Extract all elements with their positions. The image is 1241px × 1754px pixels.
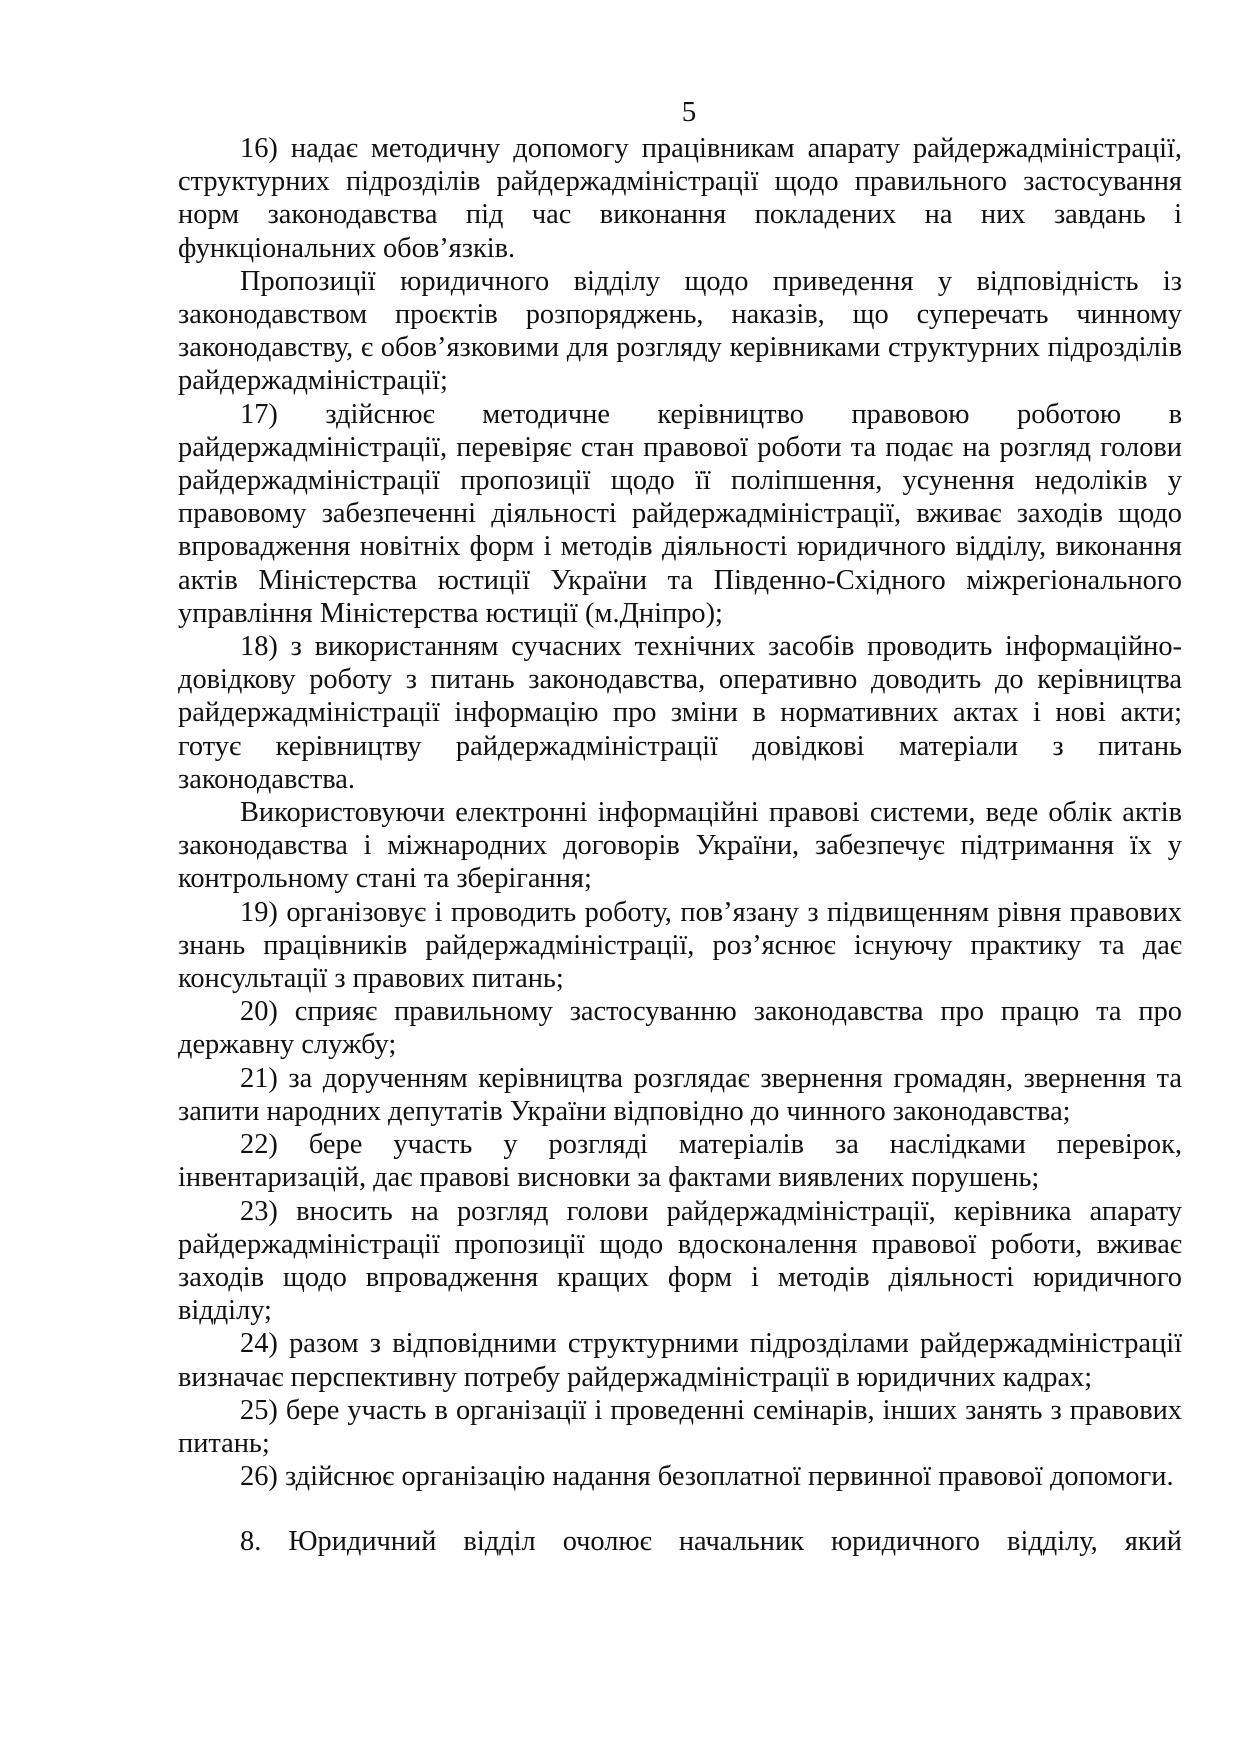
paragraph-20: 20) сприяє правильному застосуванню законодавства про працю та про державну службу; [178, 996, 1182, 1061]
paragraph-21: 21) за дорученням керівництва розглядає звернення громадян, звернення та запити народних депутатів України відповідно до чинного законодавства; [178, 1062, 1182, 1127]
paragraph-23: 23) вносить на розгляд голови райдержадміністрації, керівника апарату райдержадміністрації пропозиції щодо вдосконалення правової роботи, вживає заходів щодо впровадження кращих форм і методів діяльності юридичного відділу; [178, 1195, 1182, 1327]
page-number: 5 [681, 96, 697, 128]
paragraph-25: 25) бере участь в організації і проведенні семінарів, інших занять з правових питань; [178, 1394, 1182, 1459]
paragraph-electronic-systems: Використовуючи електронні інформаційні правові системи, веде облік актів законодавства і міжнародних договорів України, забезпечує підтримання їх у контрольному стані та зберігання; [178, 797, 1182, 895]
paragraph-26: 26) здійснює організацію надання безоплатної первинної правової допомоги. [240, 1461, 1174, 1493]
paragraph-17: 17) здійснює методичне керівництво правовою роботою в райдержадміністрації, перевіряє стан правової роботи та подає на розгляд голови райдержадміністрації пропозиції щодо її поліпшення, усунення недоліків у правовому забезпеченні діяльності райдержадміністрації, вживає заходів щодо впровадження новітніх форм і методів діяльності юридичного відділу, виконання актів Міністерства юстиції України та Південно-Східного міжрегіонального управління Міністерства юстиції (м.Дніпро); [178, 398, 1182, 629]
document-page [178, 94, 1182, 1559]
section-8-paragraph: 8. Юридичний відділ очолює начальник юридичного відділу, який [240, 1526, 1182, 1558]
paragraph-18: 18) з використанням сучасних технічних засобів проводить інформаційно-довідкову роботу з питань законодавства, оперативно доводить до керівництва райдержадміністрації інформацію про зміни в нормативних актах і нові акти; готує керівництву райдержадміністрації довідкові матеріали з питань законодавства. [178, 631, 1182, 795]
paragraph-proposals: Пропозиції юридичного відділу щодо приведення у відповідність із законодавством проєктів розпоряджень, наказів, що суперечать чинному законодавству, є обов’язковими для розгляду керівниками структурних підрозділів райдержадміністрації; [178, 265, 1182, 397]
paragraph-19: 19) організовує і проводить роботу, пов’язану з підвищенням рівня правових знань працівників райдержадміністрації, роз’яснює існуючу практику та дає консультації з правових питань; [178, 896, 1182, 995]
paragraph-24: 24) разом з відповідними структурними підрозділами райдержадміністрації визначає перспективну потребу райдержадміністрації в юридичних кадрах; [178, 1328, 1182, 1393]
paragraph-22: 22) бере участь у розгляді матеріалів за наслідками перевірок, інвентаризацій, дає правові висновки за фактами виявлених порушень; [178, 1129, 1182, 1194]
paragraph-16: 16) надає методичну допомогу працівникам апарату райдержадміністрації, структурних підрозділів райдержадміністрації щодо правильного застосування норм законодавства під час виконання покладених на них завдань і функціональних обов’язків. [178, 133, 1182, 264]
